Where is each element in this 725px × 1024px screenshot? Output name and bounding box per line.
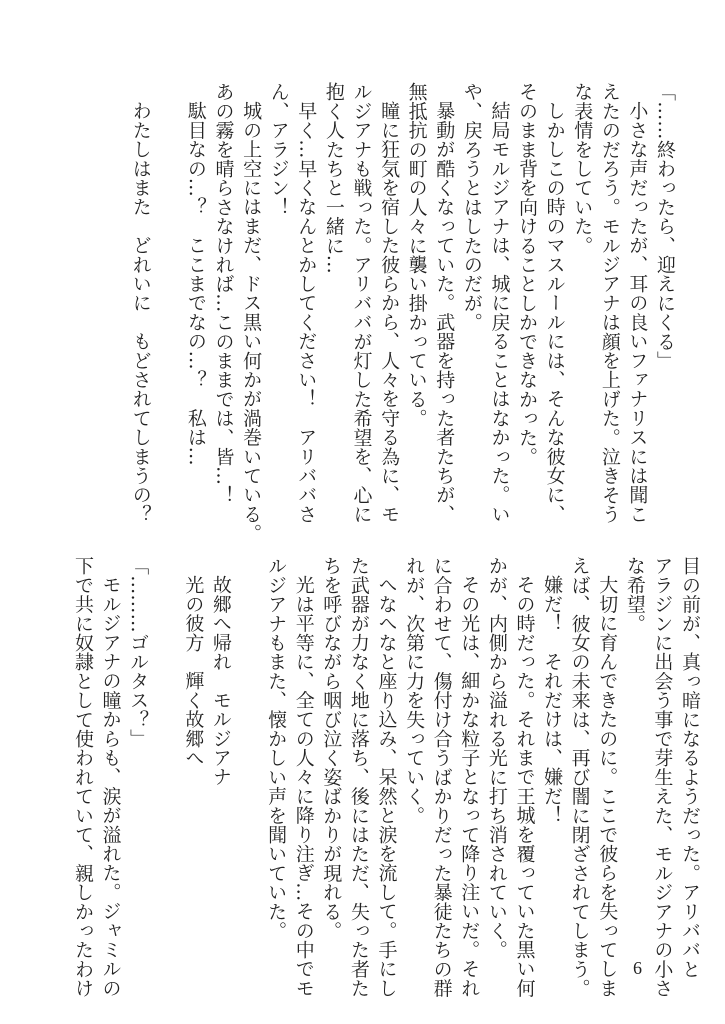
text-line: ルジアナも戦った。アリババが灯した希望を、心に (350, 82, 373, 524)
text-line: な表情をしていた。 (571, 82, 594, 255)
text-line: 目の前が、真っ暗になるようだった。アリババと (679, 556, 701, 979)
text-line: ちを呼びながら咽び泣く姿ばかりが現れる。 (320, 556, 343, 940)
text-line: 無抵抗の町の人々に襲い掛かっている。 (405, 82, 428, 428)
text-line: 暴動が酷くなっていた。武器を持った者たちが、 (433, 101, 456, 524)
text-line (234, 556, 262, 956)
text-line: へなへなと座り込み、呆然と涙を流して。手にし (375, 575, 398, 998)
text-line: や、戻ろうとはしたのだが。 (460, 82, 483, 332)
text-line: 嫌だ！ それだけは、嫌だ！ (541, 575, 564, 825)
text-line: 瞳に狂気を宿した彼らから、人々を守る為に、モ (378, 101, 401, 524)
text-line: かが、内側から溢れる光に打ち消されていく。 (485, 556, 508, 960)
text-line: な希望。 (623, 556, 646, 633)
text-line: モルジアナの瞳からも、涙が溢れた。ジャミルの (99, 575, 122, 998)
text-line (151, 556, 179, 956)
text-line: 光は平等に、全ての人々に降り注ぎ…その中でモ (292, 575, 315, 998)
text-line: えたのだろう。モルジアナは顔を上げた。泣きそう (598, 82, 621, 524)
text-line: 「……終わったら、迎えにくる」 (654, 82, 676, 370)
text-line: 下で共に奴隷として使われていて、親しかったわけ (71, 556, 94, 998)
text-line: ルジアナもまた、懐かしい声を聞いていた。 (265, 556, 288, 940)
text-line: わたしはまた どれいに もどされてしまうの？ (129, 101, 152, 524)
text-block-bottom (68, 556, 703, 998)
text-block-top (126, 82, 678, 543)
text-line: その光は、細かな粒子となって降り注いだ。それ (458, 575, 481, 998)
text-line: 結局モルジアナは、城に戻ることはなかった。い (488, 101, 511, 524)
text-line: 大切に育んできたのに。ここで彼らを失ってしま (596, 575, 619, 998)
text-line: 抱く人たちと一緒に… (322, 82, 345, 274)
text-line: に合わせて、傷付け合うばかりだった暴徒たちの群 (430, 556, 453, 998)
text-line: その時だった。それまで王城を覆っていた黒い何 (513, 575, 536, 998)
text-line: 光の彼方 輝く故郷へ (182, 575, 205, 767)
text-line: 駄目なの…？ ここまでなの…？ 私は… (184, 101, 207, 466)
text-line: えば、彼女の未来は、再び闇に閉ざされてしまう。 (568, 556, 591, 998)
text-line: れが、次第に力を失っていく。 (403, 556, 426, 825)
text-line: 故郷へ帰れ モルジアナ (209, 575, 232, 787)
text-line: そのまま背を向けることしかできなかった。 (516, 82, 539, 466)
text-line: た武器が力なく地に落ち、後にはただ、失った者た (347, 556, 370, 998)
text-line: 早く…早くなんとかしてください！ アリババさ (295, 101, 318, 524)
text-line: あの霧を晴らさなければ…このままでは、皆…！ (212, 82, 235, 505)
text-line: アラジンに出会う事で芽生えた、モルジアナの小さ (651, 556, 674, 998)
text-line: ん、アラジン！ (267, 82, 290, 217)
text-line: 城の上空にはまだ、ドス黒い何かが渦巻いている。 (240, 101, 263, 543)
text-line: 「………ゴルタス？」 (127, 556, 150, 748)
page-number: 6 (633, 958, 642, 978)
text-line: しかしこの時のマスルールには、そんな彼女に、 (543, 101, 566, 524)
text-line: 小さな声だったが、耳の良いファナリスには聞こ (626, 101, 649, 524)
text-line (154, 82, 182, 482)
